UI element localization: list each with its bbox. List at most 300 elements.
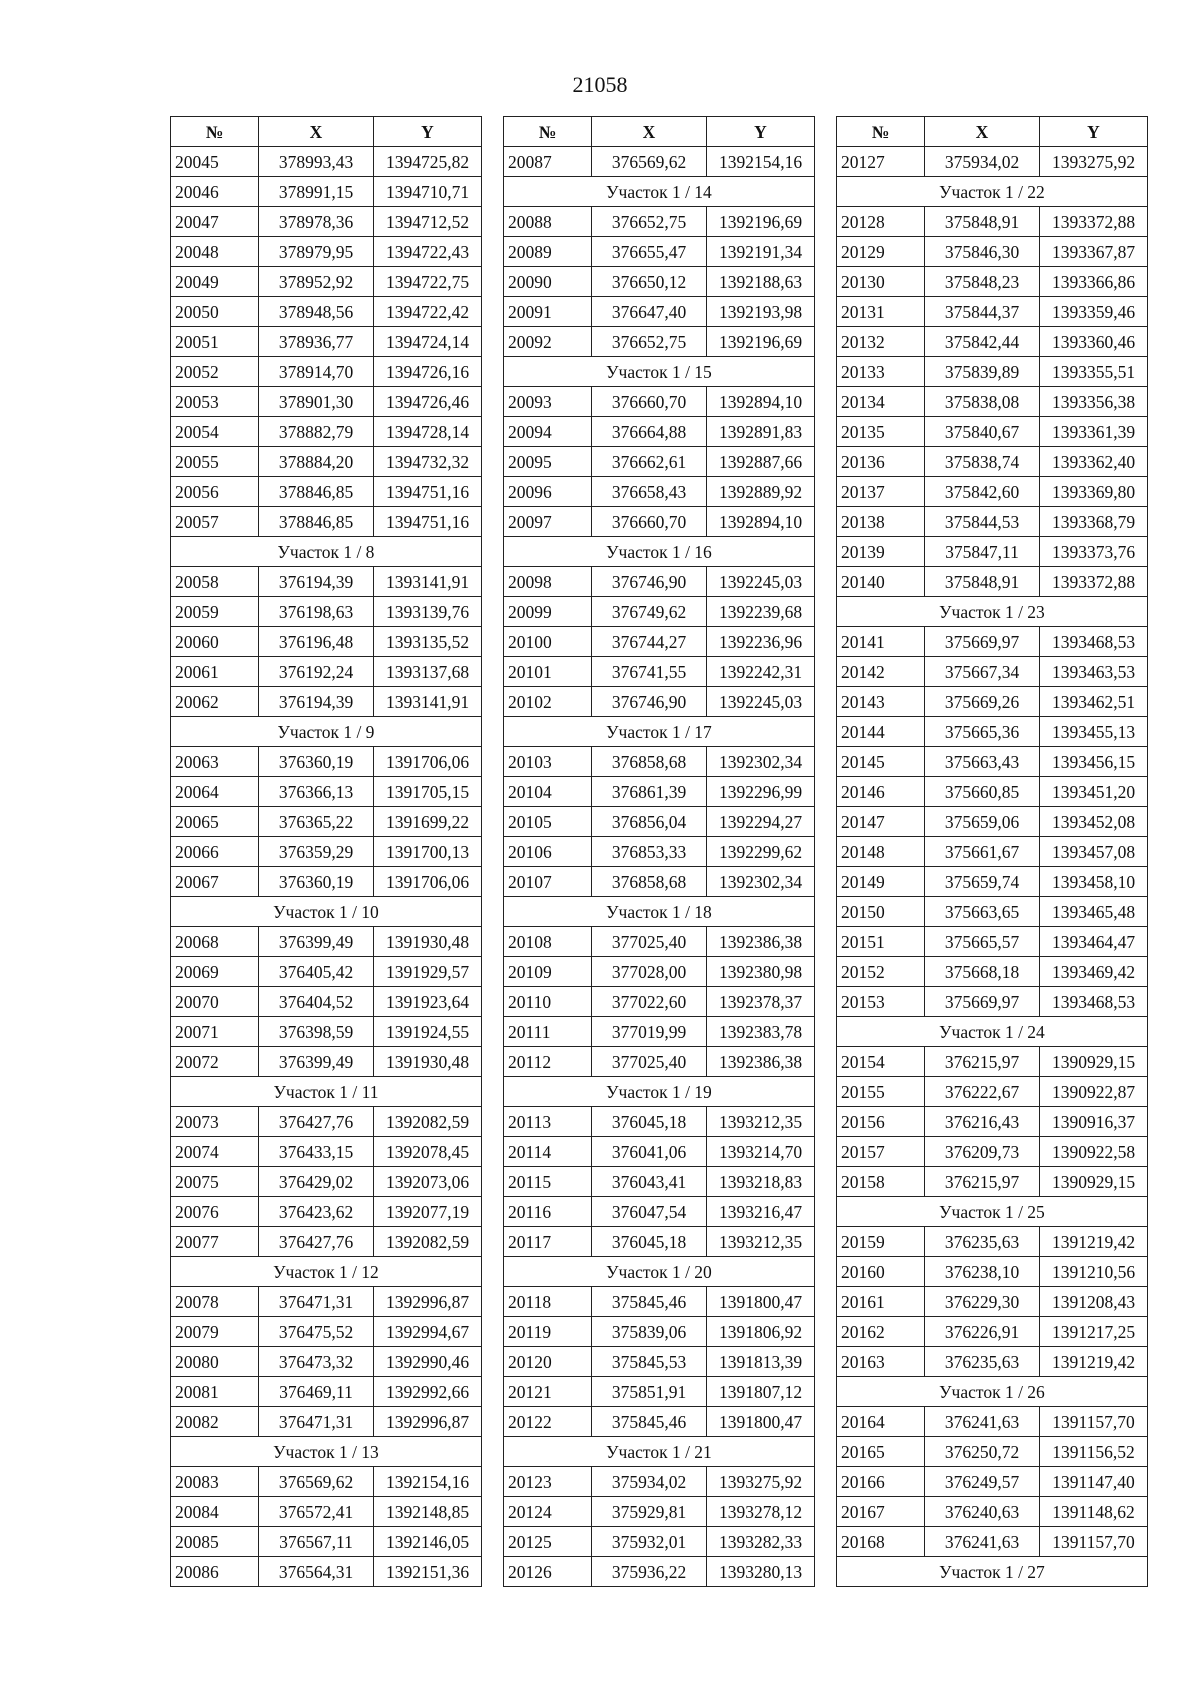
x-coordinate: 375845,46 — [592, 1287, 707, 1317]
x-coordinate: 376360,19 — [259, 747, 374, 777]
y-coordinate: 1393455,13 — [1040, 717, 1148, 747]
y-coordinate: 1392994,67 — [374, 1317, 482, 1347]
section-row — [837, 1377, 1148, 1407]
x-coordinate: 376858,68 — [592, 867, 707, 897]
section-row — [504, 177, 815, 207]
table-row — [504, 837, 815, 867]
table-row — [837, 1407, 1148, 1437]
x-coordinate: 376567,11 — [259, 1527, 374, 1557]
table-row — [171, 1167, 482, 1197]
section-row — [504, 897, 815, 927]
table-row — [504, 957, 815, 987]
header-x: X — [592, 117, 707, 147]
table-row — [171, 387, 482, 417]
x-coordinate: 375663,65 — [925, 897, 1040, 927]
section-row — [171, 1437, 482, 1467]
y-coordinate: 1392386,38 — [707, 1047, 815, 1077]
table-row — [837, 1227, 1148, 1257]
table-row — [504, 567, 815, 597]
table-row — [837, 477, 1148, 507]
table-row — [171, 357, 482, 387]
table-row — [837, 237, 1148, 267]
point-number: 20103 — [504, 747, 592, 777]
x-coordinate: 375842,44 — [925, 327, 1040, 357]
y-coordinate: 1393278,12 — [707, 1497, 815, 1527]
x-coordinate: 376041,06 — [592, 1137, 707, 1167]
table-row — [837, 717, 1148, 747]
point-number: 20061 — [171, 657, 259, 687]
x-coordinate: 376652,75 — [592, 207, 707, 237]
y-coordinate: 1391924,55 — [374, 1017, 482, 1047]
y-coordinate: 1392996,87 — [374, 1287, 482, 1317]
y-coordinate: 1391210,56 — [1040, 1257, 1148, 1287]
table-row — [837, 627, 1148, 657]
y-coordinate: 1393468,53 — [1040, 987, 1148, 1017]
table-row — [837, 507, 1148, 537]
y-coordinate: 1393218,83 — [707, 1167, 815, 1197]
table-row — [837, 927, 1148, 957]
table-row — [837, 837, 1148, 867]
y-coordinate: 1393362,40 — [1040, 447, 1148, 477]
x-coordinate: 376045,18 — [592, 1227, 707, 1257]
point-number: 20117 — [504, 1227, 592, 1257]
point-number: 20046 — [171, 177, 259, 207]
table-row — [171, 1137, 482, 1167]
table-row — [837, 657, 1148, 687]
x-coordinate: 375845,53 — [592, 1347, 707, 1377]
table-row — [171, 627, 482, 657]
x-coordinate: 376569,62 — [259, 1467, 374, 1497]
point-number: 20108 — [504, 927, 592, 957]
x-coordinate: 376475,52 — [259, 1317, 374, 1347]
table-row — [504, 1317, 815, 1347]
table-row — [171, 207, 482, 237]
section-title: Участок 1 / 18 — [504, 897, 815, 927]
table-header-row — [837, 117, 1148, 147]
x-coordinate: 375936,22 — [592, 1557, 707, 1587]
table-row — [837, 537, 1148, 567]
y-coordinate: 1394751,16 — [374, 507, 482, 537]
header-x: X — [925, 117, 1040, 147]
table-row — [171, 657, 482, 687]
point-number: 20070 — [171, 987, 259, 1017]
y-coordinate: 1392196,69 — [707, 207, 815, 237]
table-row — [504, 1197, 815, 1227]
point-number: 20102 — [504, 687, 592, 717]
point-number: 20106 — [504, 837, 592, 867]
table-row — [504, 987, 815, 1017]
section-row — [504, 1257, 815, 1287]
point-number: 20156 — [837, 1107, 925, 1137]
point-number: 20158 — [837, 1167, 925, 1197]
header-y: Y — [707, 117, 815, 147]
table-row — [504, 1497, 815, 1527]
y-coordinate: 1392992,66 — [374, 1377, 482, 1407]
x-coordinate: 376215,97 — [925, 1167, 1040, 1197]
point-number: 20147 — [837, 807, 925, 837]
point-number: 20087 — [504, 147, 592, 177]
table-row — [837, 567, 1148, 597]
table-header-row — [171, 117, 482, 147]
y-coordinate: 1392891,83 — [707, 417, 815, 447]
x-coordinate: 375934,02 — [925, 147, 1040, 177]
y-coordinate: 1391157,70 — [1040, 1407, 1148, 1437]
x-coordinate: 377025,40 — [592, 927, 707, 957]
y-coordinate: 1392296,99 — [707, 777, 815, 807]
y-coordinate: 1392302,34 — [707, 867, 815, 897]
y-coordinate: 1393464,47 — [1040, 927, 1148, 957]
table-row — [837, 807, 1148, 837]
point-number: 20050 — [171, 297, 259, 327]
table-row — [837, 1137, 1148, 1167]
section-title: Участок 1 / 10 — [171, 897, 482, 927]
point-number: 20101 — [504, 657, 592, 687]
header-number: № — [504, 117, 592, 147]
x-coordinate: 378846,85 — [259, 477, 374, 507]
y-coordinate: 1393360,46 — [1040, 327, 1148, 357]
table-row — [504, 327, 815, 357]
x-coordinate: 376366,13 — [259, 777, 374, 807]
point-number: 20069 — [171, 957, 259, 987]
x-coordinate: 376655,47 — [592, 237, 707, 267]
x-coordinate: 376215,97 — [925, 1047, 1040, 1077]
point-number: 20163 — [837, 1347, 925, 1377]
table-row — [837, 1527, 1148, 1557]
x-coordinate: 377022,60 — [592, 987, 707, 1017]
y-coordinate: 1392154,16 — [707, 147, 815, 177]
x-coordinate: 376746,90 — [592, 567, 707, 597]
y-coordinate: 1393137,68 — [374, 657, 482, 687]
x-coordinate: 375845,46 — [592, 1407, 707, 1437]
y-coordinate: 1391929,57 — [374, 957, 482, 987]
point-number: 20131 — [837, 297, 925, 327]
point-number: 20047 — [171, 207, 259, 237]
table-header-row — [504, 117, 815, 147]
point-number: 20168 — [837, 1527, 925, 1557]
table-row — [504, 777, 815, 807]
section-row — [837, 597, 1148, 627]
section-row — [504, 717, 815, 747]
table-row — [171, 237, 482, 267]
x-coordinate: 376399,49 — [259, 1047, 374, 1077]
y-coordinate: 1394751,16 — [374, 477, 482, 507]
point-number: 20123 — [504, 1467, 592, 1497]
y-coordinate: 1394726,16 — [374, 357, 482, 387]
x-coordinate: 376650,12 — [592, 267, 707, 297]
y-coordinate: 1390929,15 — [1040, 1047, 1148, 1077]
y-coordinate: 1391147,40 — [1040, 1467, 1148, 1497]
table-row — [837, 297, 1148, 327]
x-coordinate: 376853,33 — [592, 837, 707, 867]
table-row — [837, 747, 1148, 777]
x-coordinate: 376404,52 — [259, 987, 374, 1017]
y-coordinate: 1394722,43 — [374, 237, 482, 267]
section-title: Участок 1 / 8 — [171, 537, 482, 567]
x-coordinate: 376405,42 — [259, 957, 374, 987]
point-number: 20138 — [837, 507, 925, 537]
y-coordinate: 1393135,52 — [374, 627, 482, 657]
point-number: 20157 — [837, 1137, 925, 1167]
y-coordinate: 1393361,39 — [1040, 417, 1148, 447]
x-coordinate: 375668,18 — [925, 957, 1040, 987]
x-coordinate: 375848,91 — [925, 207, 1040, 237]
y-coordinate: 1392889,92 — [707, 477, 815, 507]
x-coordinate: 378884,20 — [259, 447, 374, 477]
table-row — [837, 327, 1148, 357]
point-number: 20100 — [504, 627, 592, 657]
table-row — [171, 417, 482, 447]
table-row — [504, 597, 815, 627]
table-row — [171, 477, 482, 507]
section-row — [504, 537, 815, 567]
point-number: 20076 — [171, 1197, 259, 1227]
table-row — [504, 447, 815, 477]
table-row — [504, 1467, 815, 1497]
y-coordinate: 1393451,20 — [1040, 777, 1148, 807]
table-row — [504, 927, 815, 957]
coordinate-table-1 — [170, 116, 482, 1587]
y-coordinate: 1392996,87 — [374, 1407, 482, 1437]
table-row — [837, 1497, 1148, 1527]
y-coordinate: 1393366,86 — [1040, 267, 1148, 297]
table-row — [837, 777, 1148, 807]
table-row — [837, 387, 1148, 417]
table-row — [171, 1287, 482, 1317]
point-number: 20095 — [504, 447, 592, 477]
y-coordinate: 1392386,38 — [707, 927, 815, 957]
point-number: 20049 — [171, 267, 259, 297]
table-row — [837, 867, 1148, 897]
point-number: 20079 — [171, 1317, 259, 1347]
table-row — [837, 1347, 1148, 1377]
table-row — [837, 987, 1148, 1017]
point-number: 20161 — [837, 1287, 925, 1317]
table-row — [837, 357, 1148, 387]
section-title: Участок 1 / 21 — [504, 1437, 815, 1467]
point-number: 20054 — [171, 417, 259, 447]
table-row — [171, 777, 482, 807]
table-row — [171, 177, 482, 207]
x-coordinate: 375669,97 — [925, 987, 1040, 1017]
y-coordinate: 1393373,76 — [1040, 537, 1148, 567]
x-coordinate: 376433,15 — [259, 1137, 374, 1167]
point-number: 20060 — [171, 627, 259, 657]
point-number: 20143 — [837, 687, 925, 717]
section-title: Участок 1 / 26 — [837, 1377, 1148, 1407]
table-row — [171, 1197, 482, 1227]
point-number: 20130 — [837, 267, 925, 297]
x-coordinate: 376429,02 — [259, 1167, 374, 1197]
point-number: 20167 — [837, 1497, 925, 1527]
table-row — [837, 1107, 1148, 1137]
table-row — [504, 627, 815, 657]
section-title: Участок 1 / 17 — [504, 717, 815, 747]
x-coordinate: 376250,72 — [925, 1437, 1040, 1467]
table-row — [504, 477, 815, 507]
point-number: 20089 — [504, 237, 592, 267]
x-coordinate: 376471,31 — [259, 1407, 374, 1437]
table-row — [837, 1467, 1148, 1497]
y-coordinate: 1394724,14 — [374, 327, 482, 357]
header-number: № — [837, 117, 925, 147]
point-number: 20126 — [504, 1557, 592, 1587]
table-row — [504, 297, 815, 327]
x-coordinate: 376569,62 — [592, 147, 707, 177]
y-coordinate: 1391156,52 — [1040, 1437, 1148, 1467]
y-coordinate: 1393141,91 — [374, 567, 482, 597]
x-coordinate: 378993,43 — [259, 147, 374, 177]
table-row — [171, 327, 482, 357]
point-number: 20065 — [171, 807, 259, 837]
table-row — [171, 1527, 482, 1557]
point-number: 20152 — [837, 957, 925, 987]
y-coordinate: 1391807,12 — [707, 1377, 815, 1407]
x-coordinate: 376744,27 — [592, 627, 707, 657]
y-coordinate: 1391800,47 — [707, 1287, 815, 1317]
x-coordinate: 376194,39 — [259, 567, 374, 597]
y-coordinate: 1391219,42 — [1040, 1227, 1148, 1257]
y-coordinate: 1393465,48 — [1040, 897, 1148, 927]
y-coordinate: 1392887,66 — [707, 447, 815, 477]
table-row — [504, 747, 815, 777]
x-coordinate: 375848,91 — [925, 567, 1040, 597]
table-row — [171, 597, 482, 627]
header-y: Y — [374, 117, 482, 147]
point-number: 20094 — [504, 417, 592, 447]
x-coordinate: 376746,90 — [592, 687, 707, 717]
table-row — [837, 207, 1148, 237]
x-coordinate: 375839,06 — [592, 1317, 707, 1347]
x-coordinate: 376045,18 — [592, 1107, 707, 1137]
point-number: 20127 — [837, 147, 925, 177]
section-title: Участок 1 / 27 — [837, 1557, 1148, 1587]
point-number: 20090 — [504, 267, 592, 297]
x-coordinate: 376216,43 — [925, 1107, 1040, 1137]
x-coordinate: 375851,91 — [592, 1377, 707, 1407]
section-title: Участок 1 / 11 — [171, 1077, 482, 1107]
point-number: 20146 — [837, 777, 925, 807]
x-coordinate: 377025,40 — [592, 1047, 707, 1077]
x-coordinate: 375929,81 — [592, 1497, 707, 1527]
y-coordinate: 1391813,39 — [707, 1347, 815, 1377]
table-row — [504, 1227, 815, 1257]
x-coordinate: 375847,11 — [925, 537, 1040, 567]
y-coordinate: 1394722,75 — [374, 267, 482, 297]
y-coordinate: 1391219,42 — [1040, 1347, 1148, 1377]
point-number: 20141 — [837, 627, 925, 657]
point-number: 20159 — [837, 1227, 925, 1257]
point-number: 20115 — [504, 1167, 592, 1197]
table-row — [837, 897, 1148, 927]
table-row — [837, 957, 1148, 987]
x-coordinate: 376229,30 — [925, 1287, 1040, 1317]
point-number: 20052 — [171, 357, 259, 387]
point-number: 20056 — [171, 477, 259, 507]
point-number: 20154 — [837, 1047, 925, 1077]
y-coordinate: 1393356,38 — [1040, 387, 1148, 417]
section-row — [837, 1197, 1148, 1227]
x-coordinate: 376235,63 — [925, 1347, 1040, 1377]
x-coordinate: 378936,77 — [259, 327, 374, 357]
coordinate-tables — [170, 116, 1147, 1590]
point-number: 20096 — [504, 477, 592, 507]
x-coordinate: 376240,63 — [925, 1497, 1040, 1527]
table-row — [837, 147, 1148, 177]
x-coordinate: 376660,70 — [592, 507, 707, 537]
table-row — [504, 417, 815, 447]
y-coordinate: 1393216,47 — [707, 1197, 815, 1227]
point-number: 20151 — [837, 927, 925, 957]
section-title: Участок 1 / 22 — [837, 177, 1148, 207]
point-number: 20045 — [171, 147, 259, 177]
point-number: 20080 — [171, 1347, 259, 1377]
point-number: 20140 — [837, 567, 925, 597]
point-number: 20155 — [837, 1077, 925, 1107]
y-coordinate: 1390922,87 — [1040, 1077, 1148, 1107]
point-number: 20162 — [837, 1317, 925, 1347]
section-title: Участок 1 / 25 — [837, 1197, 1148, 1227]
point-number: 20068 — [171, 927, 259, 957]
table-row — [504, 807, 815, 837]
point-number: 20109 — [504, 957, 592, 987]
x-coordinate: 377028,00 — [592, 957, 707, 987]
x-coordinate: 375838,74 — [925, 447, 1040, 477]
x-coordinate: 376226,91 — [925, 1317, 1040, 1347]
y-coordinate: 1392378,37 — [707, 987, 815, 1017]
x-coordinate: 375665,36 — [925, 717, 1040, 747]
y-coordinate: 1392242,31 — [707, 657, 815, 687]
y-coordinate: 1393214,70 — [707, 1137, 815, 1167]
x-coordinate: 376365,22 — [259, 807, 374, 837]
table-row — [837, 1077, 1148, 1107]
y-coordinate: 1391800,47 — [707, 1407, 815, 1437]
table-row — [504, 1347, 815, 1377]
x-coordinate: 378991,15 — [259, 177, 374, 207]
point-number: 20110 — [504, 987, 592, 1017]
table-row — [171, 837, 482, 867]
y-coordinate: 1391706,06 — [374, 867, 482, 897]
table-row — [171, 867, 482, 897]
point-number: 20088 — [504, 207, 592, 237]
y-coordinate: 1390916,37 — [1040, 1107, 1148, 1137]
y-coordinate: 1391217,25 — [1040, 1317, 1148, 1347]
table-row — [171, 1317, 482, 1347]
table-row — [504, 867, 815, 897]
point-number: 20059 — [171, 597, 259, 627]
y-coordinate: 1394712,52 — [374, 207, 482, 237]
point-number: 20135 — [837, 417, 925, 447]
y-coordinate: 1393458,10 — [1040, 867, 1148, 897]
table-row — [837, 1437, 1148, 1467]
x-coordinate: 376194,39 — [259, 687, 374, 717]
section-title: Участок 1 / 23 — [837, 597, 1148, 627]
x-coordinate: 376572,41 — [259, 1497, 374, 1527]
y-coordinate: 1391806,92 — [707, 1317, 815, 1347]
section-title: Участок 1 / 16 — [504, 537, 815, 567]
point-number: 20053 — [171, 387, 259, 417]
section-row — [504, 1077, 815, 1107]
table-row — [504, 1047, 815, 1077]
table-row — [171, 147, 482, 177]
section-title: Участок 1 / 13 — [171, 1437, 482, 1467]
y-coordinate: 1391706,06 — [374, 747, 482, 777]
coordinate-table-3 — [836, 116, 1148, 1587]
x-coordinate: 376856,04 — [592, 807, 707, 837]
section-title: Участок 1 / 14 — [504, 177, 815, 207]
table-row — [171, 1557, 482, 1587]
y-coordinate: 1394722,42 — [374, 297, 482, 327]
y-coordinate: 1393456,15 — [1040, 747, 1148, 777]
